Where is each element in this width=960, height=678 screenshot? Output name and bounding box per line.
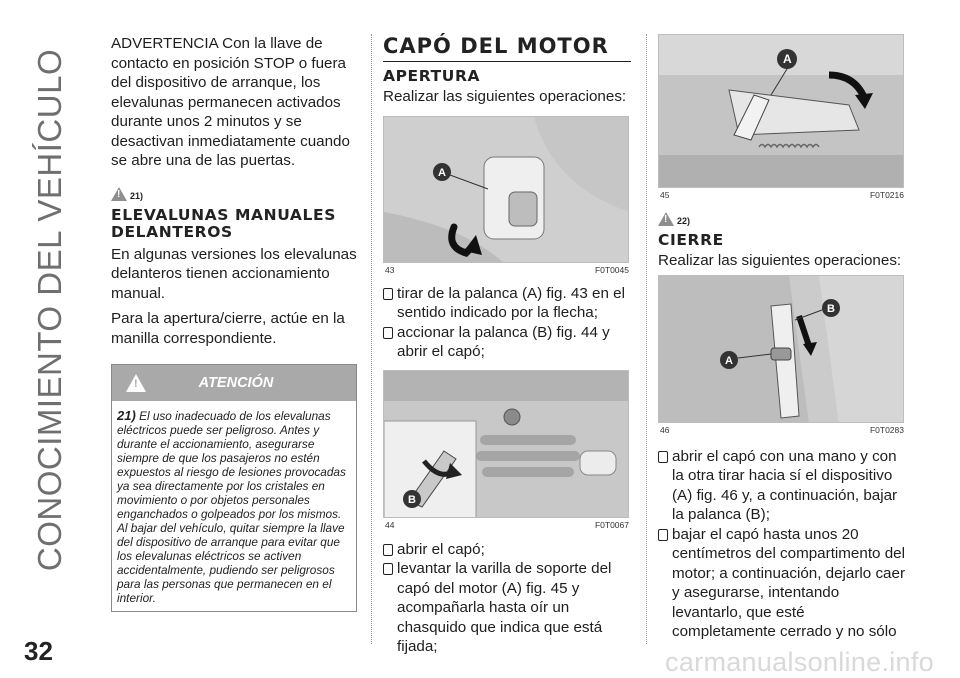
warning-triangle-icon	[658, 212, 674, 226]
warning-reference-number: 21)	[130, 190, 144, 201]
bullet-item	[383, 540, 631, 560]
hood-latch-illustration	[659, 276, 904, 423]
bullet-text: levantar la varilla de soporte del capó del motor (A) fig. 45 y acompañarla hasta oír un chasquido que indica que está fijada;	[397, 560, 612, 655]
section-heading-capo: CAPÓ DEL MOTOR	[383, 34, 631, 62]
checkbox-bullet-icon	[658, 451, 668, 463]
bullet-item	[383, 284, 631, 323]
figure-45-code: F0T0216	[869, 190, 904, 200]
figure-46	[658, 275, 906, 435]
bullet-item	[383, 323, 631, 362]
column-divider	[646, 34, 647, 644]
figure-43-number: 43	[385, 264, 395, 275]
bullet-item	[383, 559, 631, 657]
attention-content	[112, 401, 356, 611]
figure-44-caption	[383, 520, 631, 530]
figure-46-code: F0T0283	[869, 424, 904, 435]
attention-title: ATENCIÓN	[198, 375, 274, 391]
warning-reference	[658, 208, 906, 226]
subheading-apertura: APERTURA	[383, 67, 481, 85]
page-number: 32	[24, 636, 53, 666]
figure-45-caption	[658, 190, 906, 200]
section-heading-elevalunas: ELEVALUNAS MANUALES DELANTEROS	[111, 205, 336, 241]
hood-support-rod-illustration	[659, 35, 904, 188]
figure-45	[658, 34, 906, 200]
elevalunas-paragraph-2: Para la apertura/cierre, actúe en la manilla correspondiente.	[111, 310, 345, 347]
checkbox-bullet-icon	[658, 529, 668, 541]
column-divider	[371, 34, 372, 644]
warning-reference	[111, 183, 357, 201]
warning-triangle-icon	[126, 374, 146, 392]
figure-46-image	[658, 275, 904, 423]
figure-43-label-a: A	[438, 166, 446, 179]
warning-triangle-icon	[111, 187, 127, 201]
column-1	[111, 34, 357, 612]
figure-44-label-b: B	[408, 493, 416, 506]
figure-43-image	[383, 116, 629, 263]
attention-text: El uso inadecuado de los elevalunas eléctricos puede ser peligroso. Antes y durante el accionamiento, asegurarse siempre de que los pasajeros no estén expuestos al riesgo de lesiones provocadas ya sea directamente por los cristales en movimiento o por objetos personales enganchados o golpeados por los mismos. Al bajar del vehículo, quitar siempre la llave del dispositivo de arranque para evitar que los elevalunas eléctricos se activen accidentalmente, pudiendo ser peligrosos para las personas que permanecen en el interior.	[117, 409, 346, 605]
figure-46-label-b: B	[827, 302, 835, 315]
figure-43-code: F0T0045	[594, 264, 629, 275]
elevalunas-paragraph-1: En algunas versiones los elevalunas delanteros tienen accionamiento manual.	[111, 245, 357, 302]
attention-number: 21)	[117, 408, 136, 423]
checkbox-bullet-icon	[383, 288, 393, 300]
hood-release-lever-illustration	[384, 117, 629, 263]
figure-46-number: 46	[660, 424, 670, 435]
bullet-text: tirar de la palanca (A) fig. 43 en el sentido indicado por la flecha;	[397, 284, 625, 321]
checkbox-bullet-icon	[383, 563, 393, 575]
apertura-intro: Realizar las siguientes operaciones:	[383, 88, 627, 105]
column-3	[658, 34, 906, 642]
bullet-item	[658, 447, 906, 525]
attention-header	[112, 365, 356, 401]
figure-46-caption	[658, 425, 906, 435]
front-grille-lever-illustration	[384, 371, 629, 518]
side-section-title-text: CONOCIMIENTO DEL VEHÍCULO	[31, 48, 68, 572]
figure-43	[383, 116, 631, 275]
column-2	[383, 34, 631, 657]
side-section-title	[22, 30, 78, 590]
footer-watermark: carmanualsonline.info	[665, 647, 934, 677]
figure-46-label-a: A	[725, 354, 733, 367]
checkbox-bullet-icon	[383, 327, 393, 339]
figure-45-number: 45	[660, 190, 670, 200]
figure-43-caption	[383, 265, 631, 275]
figure-44-number: 44	[385, 519, 395, 530]
warning-reference-number: 22)	[677, 216, 691, 226]
figure-44-image	[383, 370, 629, 518]
figure-44-code: F0T0067	[594, 519, 629, 530]
advertencia-paragraph: ADVERTENCIA Con la llave de contacto en posición STOP o fuera del dispositivo de arranque, los elevalunas permanecen activados durante unos 2 minutos y se desactivan inmediatamente cuando se abre una de las puertas.	[111, 35, 350, 169]
subheading-cierre: CIERRE	[658, 231, 724, 249]
bullet-text: abrir el capó con una mano y con la otra tirar hacia sí el dispositivo (A) fig. 46 y, a continuación, bajar la palanca (B);	[672, 447, 898, 523]
checkbox-bullet-icon	[383, 544, 393, 556]
bullet-item	[658, 525, 906, 642]
figure-44	[383, 370, 631, 530]
bullet-text: accionar la palanca (B) fig. 44 y abrir el capó;	[397, 323, 610, 360]
figure-45-image	[658, 34, 904, 188]
cierre-intro: Realizar las siguientes operaciones:	[658, 252, 902, 269]
bullet-text: abrir el capó;	[397, 540, 485, 558]
figure-45-label-a: A	[783, 52, 792, 66]
attention-box	[111, 364, 357, 612]
bullet-text: bajar el capó hasta unos 20 centímetros del compartimento del motor; a continuación, dejarlo caer y asegurarse, intentando levantarlo, que esté completamente cerrado y no sólo	[672, 525, 906, 640]
